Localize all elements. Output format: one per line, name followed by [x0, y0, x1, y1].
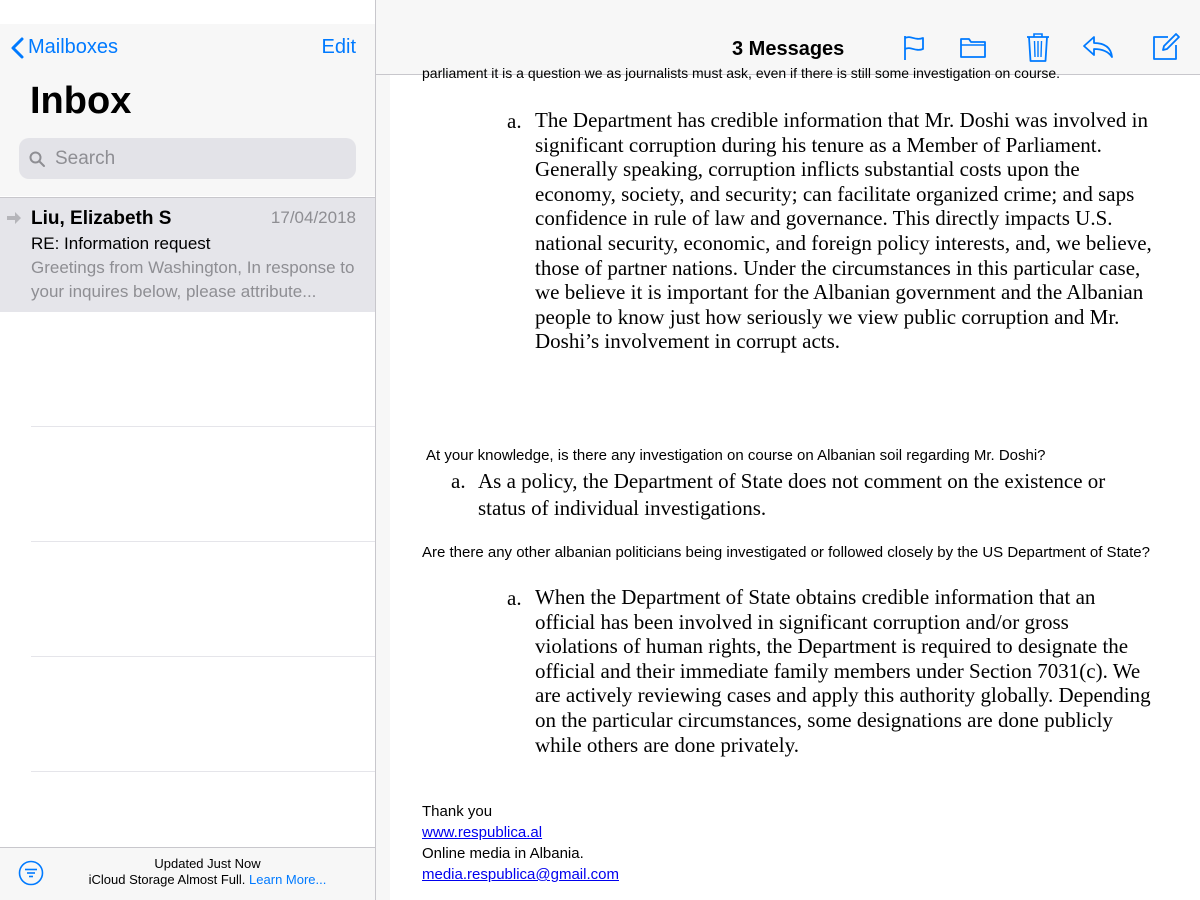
message-list [0, 197, 375, 772]
filter-icon [18, 860, 44, 886]
flag-icon[interactable] [903, 35, 925, 66]
update-status: Updated Just Now [154, 856, 261, 871]
search-icon [29, 151, 45, 167]
signature-description: Online media in Albania. [422, 845, 584, 862]
search-input[interactable] [53, 147, 337, 171]
storage-warning-text: iCloud Storage Almost Full. [88, 872, 246, 887]
list-marker: a. [507, 109, 522, 133]
website-link[interactable]: www.respublica.al [422, 824, 543, 841]
message-date: 17/04/2018 [270, 208, 356, 227]
message-sender: Liu, Elizabeth S [31, 208, 172, 229]
page-title: Inbox [30, 80, 132, 122]
sidebar-footer [0, 847, 375, 900]
mailboxes-label: Mailboxes [28, 36, 119, 58]
search-bar[interactable] [19, 138, 356, 179]
chevron-left-icon [10, 37, 24, 59]
empty-list-row [31, 427, 375, 542]
folder-icon[interactable] [960, 35, 986, 64]
mailboxes-back-button[interactable] [10, 36, 118, 59]
empty-list-row [31, 657, 375, 772]
forwarded-arrow-icon [6, 211, 22, 230]
list-marker: a. [507, 586, 522, 610]
storage-warning [50, 872, 365, 888]
empty-list-row [31, 312, 375, 427]
cutoff-text-line: parliament it is a question we as journalists must ask, even if there is still some investigation on course. [422, 65, 1061, 81]
mail-sidebar [0, 0, 376, 900]
answer-paragraph: The Department has credible information that Mr. Doshi was involved in significant corruption during his tenure as a Member of Parliament. Generally speaking, corruption inflicts substantial costs upon the economy, society, and security; can facilitate organized crime; and saps confidence in rule of law and governance. This directly impacts U.S. national security, economic, and foreign policy interests, and, we believe, those of partner nations. Under the circumstances in this particular case, we believe it is important for the Albanian government and the Albanian people to know just how seriously we view public corruption and Mr. Doshi’s involvement in corrupt acts. [535, 108, 1152, 354]
edit-button[interactable]: Edit [321, 36, 356, 58]
empty-list-row [31, 542, 375, 657]
learn-more-link[interactable]: Learn More... [249, 872, 327, 887]
question-paragraph: At your knowledge, is there any investigation on course on Albanian soil regarding Mr. Doshi? [426, 447, 1046, 464]
list-marker: a. [451, 469, 466, 493]
filter-button[interactable] [18, 860, 44, 891]
message-subject: RE: Information request [31, 234, 211, 253]
email-link[interactable]: media.respublica@gmail.com [422, 866, 619, 883]
compose-icon[interactable] [1152, 33, 1180, 66]
answer-paragraph: When the Department of State obtains credible information that an official has been involved in significant corruption and/or gross violations of human rights, the Department is required to designate the official and their immediate family members under Section 7031(c). We are actively reviewing cases and apply this authority globally. Depending on the particular circumstances, some designations are done publicly while others are done privately. [535, 585, 1151, 757]
answer-paragraph [478, 468, 1158, 522]
message-reader [376, 0, 1200, 900]
footer-status [50, 856, 365, 888]
signature-thanks: Thank you [422, 803, 493, 820]
message-preview: Greetings from Washington, In response to your inquires below, please attribute... [31, 258, 355, 301]
message-body [390, 65, 1200, 900]
message-row[interactable] [0, 197, 375, 312]
answer-text: As a policy, the Department of State does not comment on the existence or status of individual investigations. [478, 469, 1106, 520]
thread-title: 3 Messages [732, 38, 845, 60]
reply-icon[interactable] [1082, 35, 1114, 64]
trash-icon[interactable] [1026, 32, 1050, 67]
question-paragraph: Are there any other albanian politicians being investigated or followed closely by the US Department of State? [422, 544, 1150, 561]
